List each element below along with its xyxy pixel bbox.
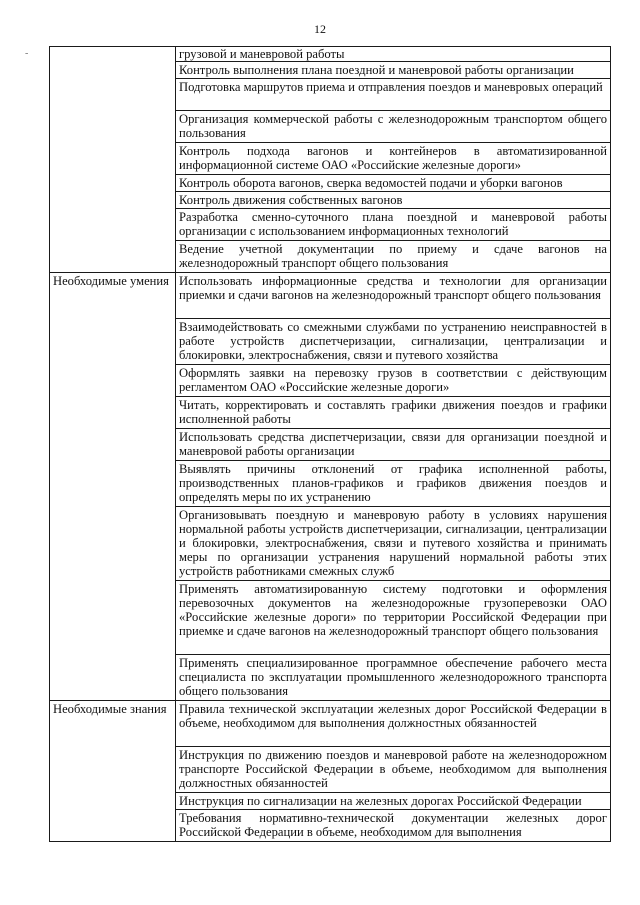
table-cell: Взаимодействовать со смежными службами по устранению неисправностей в работе устройств диспетчеризации, сигнализации, централизации и блокировки, электроснабжения, связи и путевого хозяйства [176,319,611,365]
table-cell: Контроль подхода вагонов и контейнеров в автоматизированной информационной системе ОАО «Российские железные дороги» [176,143,611,175]
table-cell: Выявлять причины отклонений от графика исполненной работы, производственных планов-графиков и графиков движения поездов и определять меры по их устранению [176,461,611,507]
table-cell: Организация коммерческой работы с железнодорожным транспортом общего пользования [176,111,611,143]
competency-table [49,46,611,842]
table-cell: Ведение учетной документации по приему и сдаче вагонов на железнодорожный транспорт общего пользования [176,241,611,273]
section-label-skills: Необходимые умения [50,273,176,701]
table-cell: Подготовка маршрутов приема и отправления поездов и маневровых операций [176,79,611,111]
section-label-labor-actions [50,47,176,273]
table-cell: Организовывать поездную и маневровую работу в условиях нарушения нормальной работы устройств диспетчеризации, сигнализации, централизации и блокировки, электроснабжения, связи и путевого хозяйства и принимать меры по организации устранения нарушений нормальной работы этих устройств работниками смежных служб [176,507,611,581]
table-cell: Инструкция по сигнализации на железных дорогах Российской Федерации [176,793,611,810]
table-cell: Правила технической эксплуатации железных дорог Российской Федерации в объеме, необходимом для выполнения должностных обязанностей [176,701,611,747]
table-row [50,273,611,319]
table-cell: Инструкция по движению поездов и маневровой работе на железнодорожном транспорте Российской Федерации в объеме, необходимом для выполнения должностных обязанностей [176,747,611,793]
table-cell: Разработка сменно-суточного плана поездной и маневровой работы организации с использованием информационных технологий [176,209,611,241]
table-row [50,701,611,747]
table-cell: Требования нормативно-технической документации железных дорог Российской Федерации в объеме, необходимом для выполнения [176,810,611,842]
table-cell: Применять специализированное программное обеспечение рабочего места специалиста по эксплуатации промышленного железнодорожного транспорта общего пользования [176,655,611,701]
table-cell: Оформлять заявки на перевозку грузов в соответствии с действующим регламентом ОАО «Российские железные дороги» [176,365,611,397]
table-cell: Использовать средства диспетчеризации, связи для организации поездной и маневровой работы организации [176,429,611,461]
table-cell: Использовать информационные средства и технологии для организации приемки и сдачи вагонов на железнодорожный транспорт общего пользования [176,273,611,319]
page-number: 12 [314,22,326,36]
table-cell: грузовой и маневровой работы [176,47,611,62]
table-cell: Контроль оборота вагонов, сверка ведомостей подачи и уборки вагонов [176,175,611,192]
table-cell: Контроль движения собственных вагонов [176,192,611,209]
table-cell: Применять автоматизированную систему подготовки и оформления перевозочных документов на железнодорожные грузоперевозки ОАО «Российские железные дороги» по территории Российской Федерации при приемке и сдаче вагонов на железнодорожный транспорт общего пользования [176,581,611,655]
table-row [50,47,611,62]
table-cell: Контроль выполнения плана поездной и маневровой работы организации [176,62,611,79]
section-label-knowledge: Необходимые знания [50,701,176,842]
table-cell: Читать, корректировать и составлять графики движения поездов и графики исполненной работы [176,397,611,429]
scan-mark: - [25,48,29,59]
